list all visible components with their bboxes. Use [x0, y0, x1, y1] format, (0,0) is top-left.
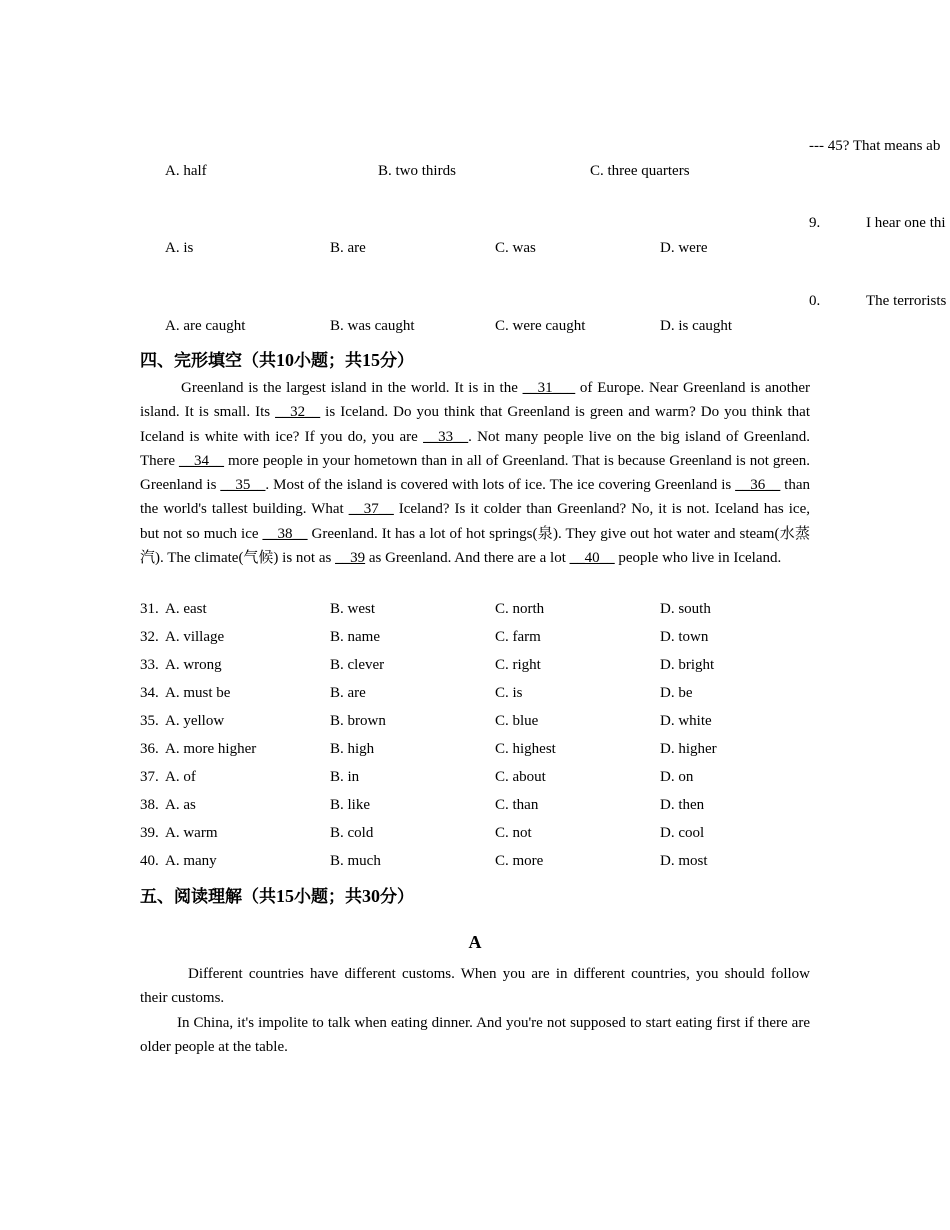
- passage-text: than the world's tallest building. What: [140, 477, 810, 518]
- question-number: 37.: [140, 769, 159, 785]
- option-c: C. three quarters: [590, 163, 690, 179]
- reading-paragraph-2: In China, it's impolite to talk when eating dinner. And you're not supposed to start eating first if there are older people at the table.: [140, 1015, 810, 1056]
- passage-text: Greenland is the largest island in the world. It is in the: [181, 380, 523, 396]
- option-c: C. about: [495, 769, 546, 785]
- heading-number: 15: [362, 350, 380, 370]
- option-d: D. town: [660, 629, 709, 645]
- overflow-question-10-number: 0.: [809, 293, 821, 309]
- option-c: C. north: [495, 601, 545, 617]
- heading-text: 小题；共: [294, 887, 362, 907]
- option-a: A. yellow: [165, 713, 225, 729]
- passage-text: as Greenland. And there are a lot: [365, 550, 570, 567]
- option-a: A. is: [165, 240, 194, 256]
- question-number: 31.: [140, 601, 159, 617]
- blank-35: __35__: [220, 477, 266, 494]
- overflow-question-9-number: 9.: [809, 215, 821, 231]
- option-b: B. was caught: [330, 318, 415, 334]
- blank-36: __36__: [735, 477, 781, 494]
- heading-text: 五、阅读理解（共: [140, 887, 276, 907]
- option-d: D. be: [660, 685, 693, 701]
- blank-31: __31___: [522, 380, 576, 396]
- option-a: A. many: [165, 853, 217, 869]
- option-c: C. than: [495, 797, 539, 813]
- passage-text: Greenland. It has a lot of hot springs(泉). They give out hot water and steam(水蒸汽). The climate(气候) is not as: [140, 525, 810, 567]
- option-c: C. blue: [495, 713, 539, 729]
- option-b: B. brown: [330, 713, 386, 729]
- question-number: 38.: [140, 797, 159, 813]
- overflow-text-45: --- 45? That means ab: [809, 138, 941, 154]
- option-a: A. as: [165, 797, 196, 813]
- blank-40: __40__: [569, 550, 615, 567]
- option-b: B. like: [330, 797, 370, 813]
- option-b: B. name: [330, 629, 380, 645]
- heading-text: 小题；共: [294, 351, 362, 371]
- question-number: 35.: [140, 713, 159, 729]
- option-a: A. warm: [165, 825, 218, 841]
- section-5-heading: [140, 882, 414, 907]
- question-number: 32.: [140, 629, 159, 645]
- question-number: 34.: [140, 685, 159, 701]
- option-d: D. then: [660, 797, 705, 813]
- option-d: D. bright: [660, 657, 715, 673]
- question-number: 33.: [140, 657, 159, 673]
- passage-text: of Europe. Near Greenland is another island. It is small. Its: [140, 380, 810, 421]
- option-b: B. high: [330, 741, 375, 757]
- passage-title: A: [468, 932, 482, 952]
- option-c: C. farm: [495, 629, 541, 645]
- heading-number: 15: [276, 886, 294, 906]
- blank-38: __38__: [262, 525, 308, 542]
- blank-34: __34__: [178, 452, 224, 469]
- option-d: D. cool: [660, 825, 705, 841]
- option-c: C. more: [495, 853, 544, 869]
- overflow-question-10-text: The terrorists: [866, 293, 947, 309]
- passage-text: . Most of the island is covered with lots of ice. The ice covering Greenland is: [265, 477, 736, 494]
- passage-text: is Iceland. Do you think that Greenland is green and warm? Do you think that Iceland is white with ice? If you do, you are: [140, 404, 811, 445]
- option-c: C. is: [495, 685, 523, 701]
- option-d: D. south: [660, 601, 711, 617]
- option-a: A. of: [165, 769, 196, 785]
- option-a: A. wrong: [165, 657, 222, 673]
- passage-text: Iceland? Is it colder than Greenland? No, it is not. Iceland has ice, but not so much ice: [140, 501, 810, 542]
- heading-text: 分）: [380, 351, 414, 371]
- option-a: A. village: [165, 629, 225, 645]
- option-d: D. were: [660, 240, 708, 256]
- option-d: D. higher: [660, 741, 717, 757]
- heading-number: 10: [276, 350, 294, 370]
- blank-37: __37__: [348, 501, 394, 518]
- heading-text: 分）: [380, 887, 414, 907]
- option-a: A. half: [165, 163, 207, 179]
- passage-text: . Not many people live on the big island of Greenland. There: [140, 428, 811, 469]
- option-b: B. two thirds: [378, 163, 456, 179]
- heading-text: 四、完形填空（共: [140, 351, 276, 371]
- passage-text: people who live in Iceland.: [614, 550, 782, 567]
- option-b: B. west: [330, 601, 375, 617]
- option-b: B. in: [330, 769, 360, 785]
- question-number: 40.: [140, 853, 159, 869]
- option-b: B. cold: [330, 825, 374, 841]
- heading-number: 30: [362, 886, 380, 906]
- option-d: D. most: [660, 853, 708, 869]
- option-b: B. are: [330, 685, 366, 701]
- option-c: C. highest: [495, 741, 556, 757]
- question-number: 36.: [140, 741, 159, 757]
- option-a: A. east: [165, 601, 207, 617]
- option-c: C. were caught: [495, 318, 586, 334]
- blank-33: __33__: [423, 428, 469, 445]
- overflow-question-9-text: I hear one thi: [866, 215, 946, 231]
- section-4-heading: [140, 346, 414, 371]
- option-a: A. more higher: [165, 741, 257, 757]
- passage-text: more people in your hometown than in all of Greenland. That is because Greenland is not green. Greenland is: [140, 452, 810, 494]
- option-d: D. is caught: [660, 318, 733, 334]
- question-number: 39.: [140, 825, 159, 841]
- blank-39: __39: [335, 550, 366, 567]
- option-b: B. much: [330, 853, 381, 869]
- option-c: C. right: [495, 657, 541, 673]
- option-c: C. not: [495, 825, 532, 841]
- cloze-passage: [140, 376, 810, 570]
- option-a: A. are caught: [165, 318, 246, 334]
- option-b: B. clever: [330, 657, 385, 673]
- option-c: C. was: [495, 240, 536, 256]
- option-d: D. on: [660, 769, 694, 785]
- blank-32: __32__: [275, 404, 321, 421]
- option-d: D. white: [660, 713, 712, 729]
- reading-paragraph-1: Different countries have different customs. When you are in different countries, you should follow their customs.: [140, 966, 810, 1007]
- option-a: A. must be: [165, 685, 231, 701]
- option-b: B. are: [330, 240, 366, 256]
